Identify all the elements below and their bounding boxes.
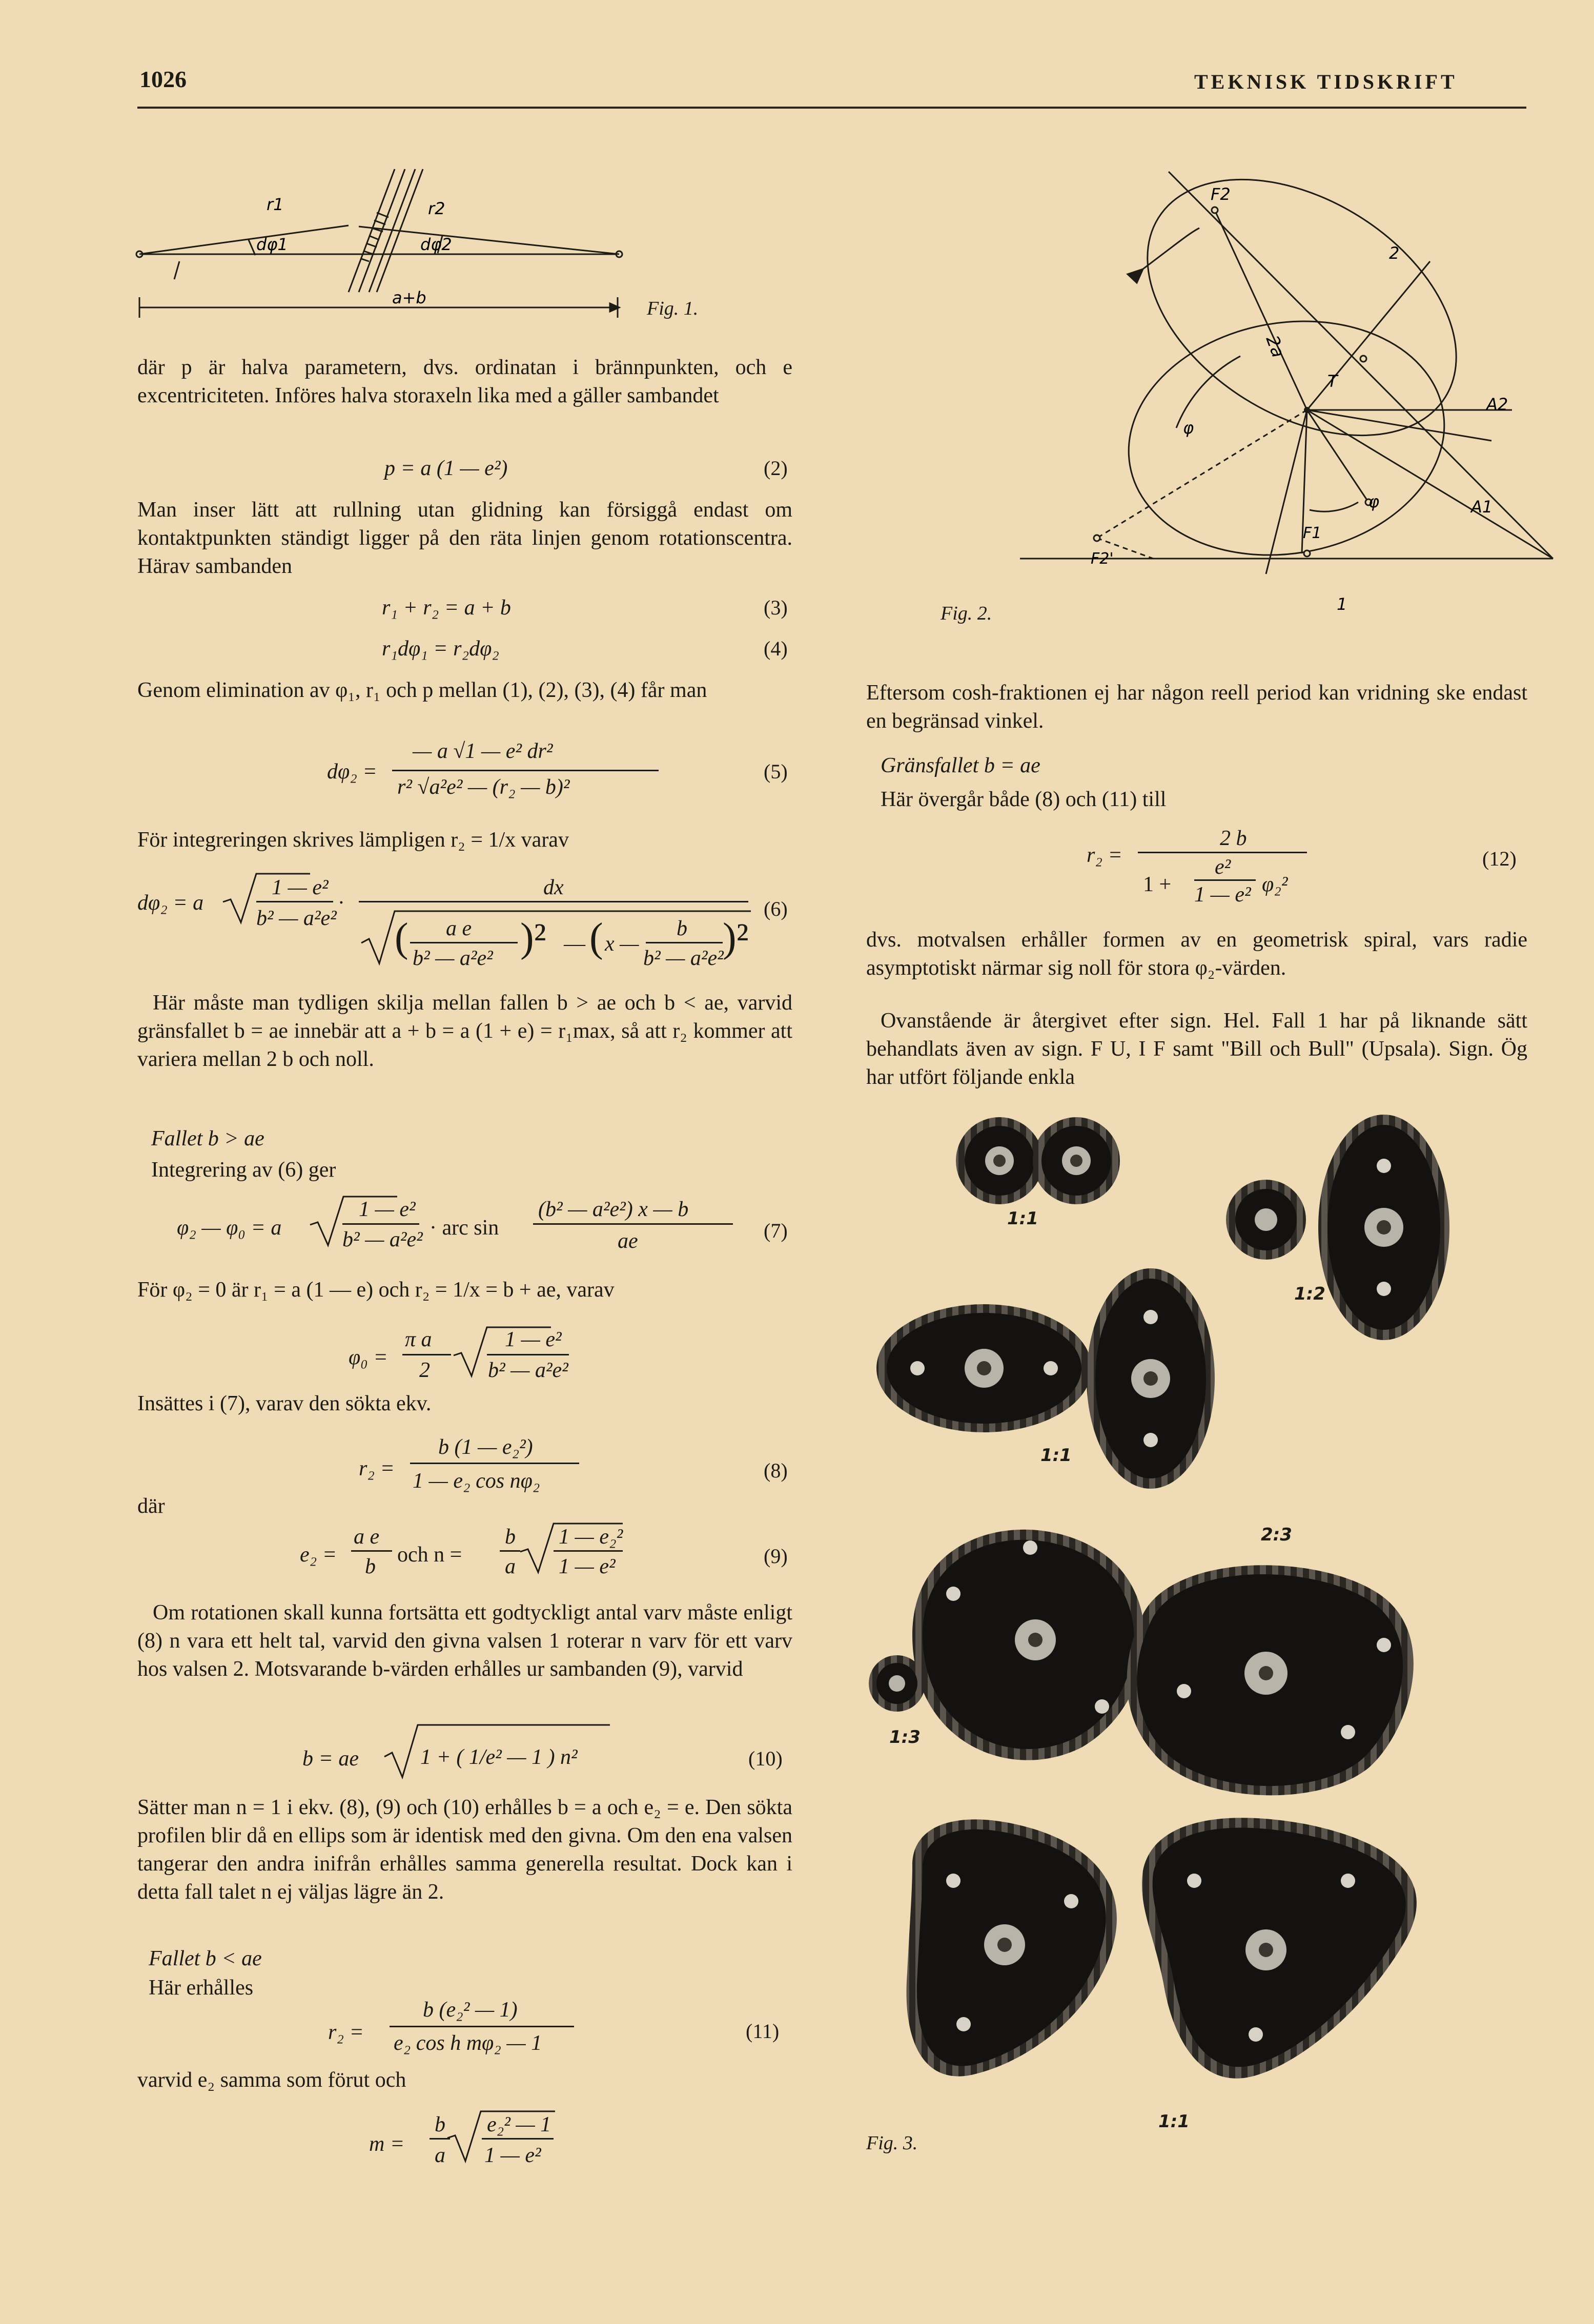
equation-12-number: (12) — [1482, 847, 1517, 870]
equation-6-root-numerator: 1 — e² — [272, 876, 329, 899]
equation-9-root-numerator: 1 — e₂² — [559, 1525, 623, 1549]
equation-8-numerator: b (1 — e₂²) — [438, 1435, 533, 1459]
left-paragraph-8: Insättes i (7), varav den sökta ekv. — [137, 1392, 432, 1415]
right-paragraph-3: dvs. motvalsen erhåller formen av en geometrisk spiral, vars radie asymptotiskt närmar sig noll för stora φ₂-värden. — [866, 928, 1527, 980]
right-paragraph-2: Här övergår både (8) och (11) till — [881, 788, 1167, 811]
fig1-label-dphi1: dφ1 — [256, 235, 288, 254]
equation-9-mid: och n = — [397, 1543, 462, 1567]
fig1-label-r2: r2 — [428, 199, 445, 218]
equation-5-fraction-bar — [392, 770, 659, 771]
journal-title: TEKNISK TIDSKRIFT — [1194, 70, 1458, 93]
fig3-ratio-5: 1:3 — [889, 1727, 921, 1747]
equation-3: r₁ + r₂ = a + b — [382, 596, 511, 620]
header-rule — [137, 107, 1526, 109]
equation-8-denominator: 1 — e₂ cos nφ₂ — [413, 1469, 540, 1493]
fig2-label-A1: A1 — [1471, 497, 1493, 517]
equation-5-number: (5) — [764, 760, 788, 783]
equation-6-root-denominator: b² — a²e² — [256, 907, 337, 930]
equation-12-lhs: r₂ = — [1087, 844, 1122, 867]
equation-6-numerator: dx — [543, 876, 564, 899]
equation-12-den-b: φ₂² — [1262, 873, 1288, 896]
equation-m-numerator: b — [435, 2113, 445, 2136]
equation-10-root-content: 1 + ( 1/e² — 1 ) n² — [420, 1745, 578, 1769]
equation-2-number: (2) — [764, 457, 788, 480]
equation-6-lhs: dφ₂ = a — [137, 891, 204, 915]
equation-10-lhs: b = ae — [302, 1747, 359, 1771]
equation-9-num1: a e — [354, 1525, 380, 1549]
equation-12-numerator: 2 b — [1220, 827, 1247, 850]
left-paragraph-5: Här måste man tydligen skilja mellan fallen b > ae och b < ae, varvid gränsfallet b = ae innebär att a + b = a (1 + e) = r₁max, så att r₂ kommer att variera mellan 2 b och noll. — [137, 991, 792, 1071]
gear-pair-2to3 — [912, 1530, 1414, 1796]
figure-2-caption: Fig. 2. — [941, 603, 992, 624]
equation-5-numerator: — a √1 — e² dr² — [413, 739, 553, 763]
equation-7-arcsin: · arc sin — [430, 1216, 499, 1240]
equation-9-lhs: e₂ = — [300, 1543, 337, 1567]
equation-6-d2-x: x — — [605, 932, 639, 956]
dar-label: där — [137, 1494, 165, 1518]
equation-5-lhs: dφ₂ = — [327, 760, 377, 784]
equation-7-root-denominator: b² — a²e² — [342, 1228, 423, 1251]
equation-8-lhs: r₂ = — [359, 1457, 395, 1480]
equation-m-root-denominator: 1 — e² — [484, 2144, 541, 2167]
fig3-ratio-3: 1:1 — [1040, 1445, 1072, 1466]
left-paragraph-1: där p är halva parametern, dvs. ordinatan i brännpunkten, och e excentriciteten. Införes halva storaxeln lika med a gäller sambandet — [137, 356, 792, 407]
fig3-ratio-1: 1:1 — [1007, 1208, 1038, 1229]
left-paragraph-12: varvid e₂ samma som förut och — [137, 2068, 406, 2092]
fig1-label-ab: a+b — [392, 288, 426, 307]
equation-6-root-bar — [256, 901, 333, 902]
equation-4-number: (4) — [764, 637, 788, 660]
left-paragraph-11: Här erhålles — [149, 1976, 254, 2000]
equation-7-root-numerator: 1 — e² — [359, 1198, 416, 1221]
equation-m-denominator: a — [435, 2144, 445, 2167]
equation-m-root-numerator: e₂² — 1 — [487, 2113, 551, 2136]
equation-9-number: (9) — [764, 1545, 788, 1568]
equation-12-den-num: e² — [1215, 855, 1231, 879]
equation-6-d2-den: b² — a²e² — [643, 947, 724, 970]
equation-6-number: (6) — [764, 897, 788, 920]
heading-fallet-b-gt-ae: Fallet b > ae — [151, 1127, 264, 1150]
fig3-ratio-2: 1:2 — [1294, 1284, 1325, 1304]
equation-6-d2-num: b — [677, 917, 687, 940]
equation-m-lhs: m = — [369, 2132, 405, 2156]
gear-small-1to3 — [869, 1655, 925, 1712]
fig3-ratio-6: 1:1 — [1158, 2111, 1190, 2132]
equation-11-lhs: r₂ = — [328, 2021, 364, 2044]
equation-6-dot: · — [338, 891, 344, 915]
fig2-label-F2prime: F2' — [1091, 550, 1114, 568]
fig2-label-phi: φ — [1183, 418, 1194, 438]
equation-9-den2: a — [505, 1555, 516, 1578]
gear-pair-1to1-top — [956, 1117, 1120, 1204]
equation-phi0-root-denominator: b² — a²e² — [488, 1359, 568, 1382]
equation-9-num2: b — [505, 1525, 516, 1549]
equation-7-lhs: φ₂ — φ₀ = a — [177, 1216, 282, 1240]
equation-7-denominator: ae — [618, 1229, 638, 1253]
equation-3-number: (3) — [764, 596, 788, 619]
equation-4: r₁dφ₁ = r₂dφ₂ — [382, 637, 499, 661]
left-paragraph-9: Om rotationen skall kunna fortsätta ett godtyckligt antal varv måste enligt (8) n vara ett helt tal, varvid den givna valsen 1 roterar n varv för ett varv hos valsen 2. Motsvarande b-värden erhålles ur sambanden (9), varvid — [137, 1601, 792, 1681]
equation-9-den1: b — [365, 1555, 376, 1578]
gear-pair-1to2 — [1226, 1115, 1449, 1340]
equation-11-denominator: e₂ cos h mφ₂ — 1 — [394, 2031, 542, 2055]
equation-7-numerator: (b² — a²e²) x — b — [538, 1198, 689, 1221]
equation-7-number: (7) — [764, 1219, 788, 1242]
equation-phi0-lhs: φ₀ = — [349, 1346, 388, 1369]
fig1-label-dphi2: dφ2 — [420, 235, 452, 254]
left-paragraph-10: Sätter man n = 1 i ekv. (8), (9) och (10) erhålles b = a och e₂ = e. Den sökta profilen blir då en ellips som är identisk med den givna. Om den ena valsen tangerar den andra inifrån erhålles samma generella resultat. Dock kan i detta fall talet n ej väljas lägre än 2. — [137, 1796, 792, 1904]
equation-10-number: (10) — [748, 1747, 783, 1770]
equation-9-root-denominator: 1 — e² — [559, 1555, 616, 1578]
equation-phi0-root-numerator: 1 — e² — [505, 1328, 562, 1351]
gear-pair-1to1-triangles — [907, 1818, 1417, 2079]
left-paragraph-2: Man inser lätt att rullning utan glidning kan försiggå endast om kontaktpunkten ständigt ligger på den räta linjen genom rotationscentra. Härav sambanden — [137, 498, 792, 578]
equation-phi0-denominator: 2 — [419, 1359, 430, 1382]
fig2-label-A2: A2 — [1486, 395, 1508, 414]
equation-12-den-den: 1 — e² — [1194, 883, 1251, 907]
left-paragraph-4: För integreringen skrives lämpligen r₂ = 1/x varav — [137, 828, 569, 852]
fig2-label-2: 2 — [1389, 243, 1400, 263]
left-paragraph-3: Genom elimination av φ₁, r₁ och p mellan (1), (2), (3), (4) får man — [137, 678, 707, 702]
equation-11-numerator: b (e₂² — 1) — [423, 1998, 518, 2022]
equation-8-number: (8) — [764, 1459, 788, 1482]
left-paragraph-7: För φ₂ = 0 är r₁ = a (1 — e) och r₂ = 1/x = b + ae, varav — [137, 1278, 615, 1302]
equation-11-number: (11) — [746, 2020, 780, 2043]
equation-6-fraction-bar — [359, 901, 748, 902]
right-paragraph-1: Eftersom cosh-fraktionen ej har någon reell period kan vridning ske endast en begränsad vinkel. — [866, 681, 1527, 733]
fig3-ratio-4: 2:3 — [1261, 1525, 1292, 1545]
right-paragraph-4: Ovanstående är återgivet efter sign. Hel. Fall 1 har på liknande sätt behandlats även av sign. F U, I F samt "Bill och Bull" (Upsala). Sign. Ög har utfört följande enkla — [866, 1009, 1527, 1089]
page-number: 1026 — [139, 66, 187, 92]
figure-3-caption: Fig. 3. — [866, 2132, 918, 2154]
equation-5-denominator: r² √a²e² — (r₂ — b)² — [397, 775, 570, 799]
fig2-label-2a: 2a — [1261, 333, 1289, 360]
equation-6-d1-den: b² — a²e² — [413, 947, 493, 970]
fig2-label-phi-2: φ — [1368, 492, 1380, 511]
equation-6-d1-num: a e — [446, 917, 472, 940]
heading-gransfallet: Gränsfallet b = ae — [881, 754, 1040, 777]
fig2-label-F2: F2 — [1211, 184, 1231, 204]
fig2-label-T: T — [1327, 372, 1338, 391]
figure-3-gears-photo — [866, 1102, 1532, 2157]
figure-2-diagram — [1020, 149, 1563, 687]
equation-2: p = a (1 — e²) — [384, 457, 508, 480]
left-paragraph-6: Integrering av (6) ger — [151, 1158, 336, 1182]
heading-fallet-b-lt-ae: Fallet b < ae — [149, 1947, 262, 1970]
equation-phi0-numerator: π a — [405, 1328, 432, 1351]
fig1-label-r1: r1 — [267, 195, 284, 214]
equation-12-den-a: 1 + — [1143, 873, 1172, 896]
fig2-label-1: 1 — [1337, 594, 1347, 614]
fig2-label-F1: F1 — [1303, 524, 1322, 542]
figure-1-caption: Fig. 1. — [647, 298, 699, 319]
